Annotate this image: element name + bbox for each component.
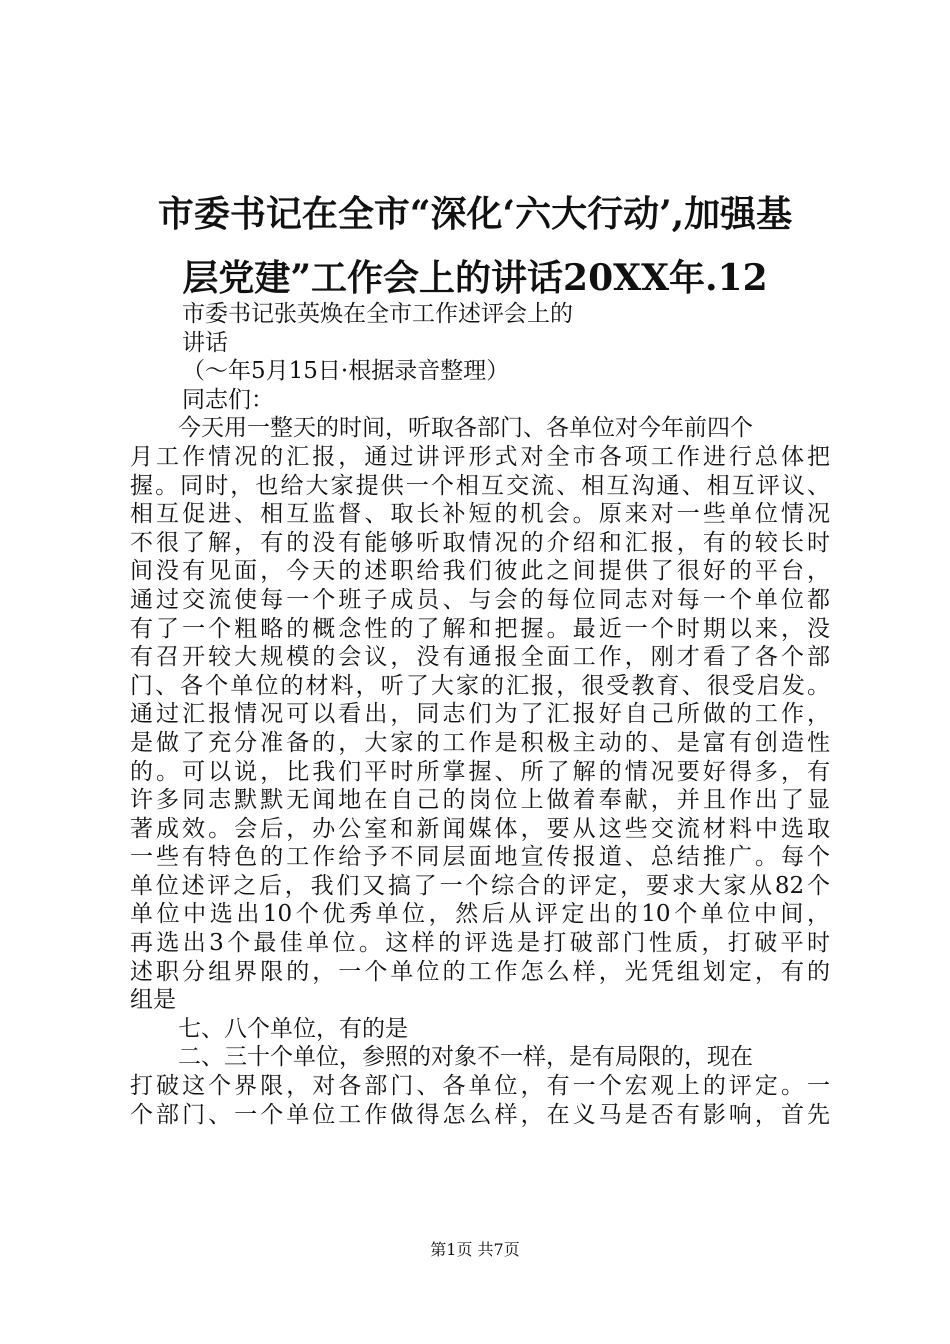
paragraph-line: 通过汇报情况可以看出，同志们为了汇报好自己所做的工作， [130,701,830,728]
paragraph-line: 七、八个单位，有的是 [178,1015,408,1042]
paragraph-line: 有召开较大规模的会议，没有通报全面工作，刚才看了各个部 [130,644,830,671]
paragraph-line: 有了一个粗略的概念性的了解和把握。最近一个时期以来，没 [130,615,830,642]
speech-header-line-1: 市委书记张英焕在全市工作述评会上的 [182,301,573,327]
paragraph-line: 不很了解，有的没有能够听取情况的介绍和汇报，有的较长时 [130,529,830,556]
paragraph-line: 间没有见面，今天的述职给我们彼此之间提供了很好的平台， [130,558,830,585]
paragraph-line: 握。同时，也给大家提供一个相互交流、相互沟通、相互评议、 [130,472,830,499]
paragraph-line: 个部门、一个单位工作做得怎么样，在义马是否有影响，首先 [130,1101,830,1128]
paragraph-line: 二、三十个单位，参照的对象不一样，是有局限的，现在 [178,1044,753,1071]
title-line-2: 层党建”工作会上的讲话20XX年.12 [182,257,768,299]
salutation: 同志们： [182,386,274,413]
title-line-1: 市委书记在全市“深化‘六大行动’,加强基 [157,193,793,235]
paragraph-line: 单位中选出10个优秀单位，然后从评定出的10个单位中间， [130,901,830,928]
paragraph-line: 著成效。会后，办公室和新闻媒体，要从这些交流材料中选取 [130,815,830,842]
paragraph-line: 相互促进、相互监督、取长补短的机会。原来对一些单位情况 [130,501,830,528]
speech-header-line-2: 讲话 [182,329,228,356]
document-title [90,182,860,310]
paragraph-line: 今天用一整天的时间，听取各部门、各单位对今年前四个 [178,415,753,442]
document-body [130,300,830,1129]
paragraph-line: 再选出3个最佳单位。这样的评选是打破部门性质，打破平时 [130,930,830,957]
paragraph-line: 组是 [130,987,176,1014]
speech-date-note: （～年5月15日·根据录音整理） [182,358,510,385]
paragraph-line: 月工作情况的汇报，通过讲评形式对全市各项工作进行总体把 [130,443,830,470]
paragraph-line: 述职分组界限的，一个单位的工作怎么样，光凭组划定，有的 [130,958,830,985]
paragraph-line: 一些有特色的工作给予不同层面地宣传报道、总结推广。每个 [130,844,830,871]
paragraph-line: 通过交流使每一个班子成员、与会的每位同志对每一个单位都 [130,586,830,613]
page-footer: 第1页 共7页 [430,1240,520,1259]
paragraph-line: 是做了充分准备的，大家的工作是积极主动的、是富有创造性 [130,729,830,756]
paragraph-line: 许多同志默默无闻地在自己的岗位上做着奉献，并且作出了显 [130,787,830,814]
paragraph-line: 门、各个单位的材料，听了大家的汇报，很受教育、很受启发。 [130,672,830,699]
paragraph-line: 的。可以说，比我们平时所掌握、所了解的情况要好得多，有 [130,758,830,785]
paragraph-line: 打破这个界限，对各部门、各单位，有一个宏观上的评定。一 [130,1073,830,1100]
paragraph-line: 单位述评之后，我们又搞了一个综合的评定，要求大家从82个 [130,872,830,899]
